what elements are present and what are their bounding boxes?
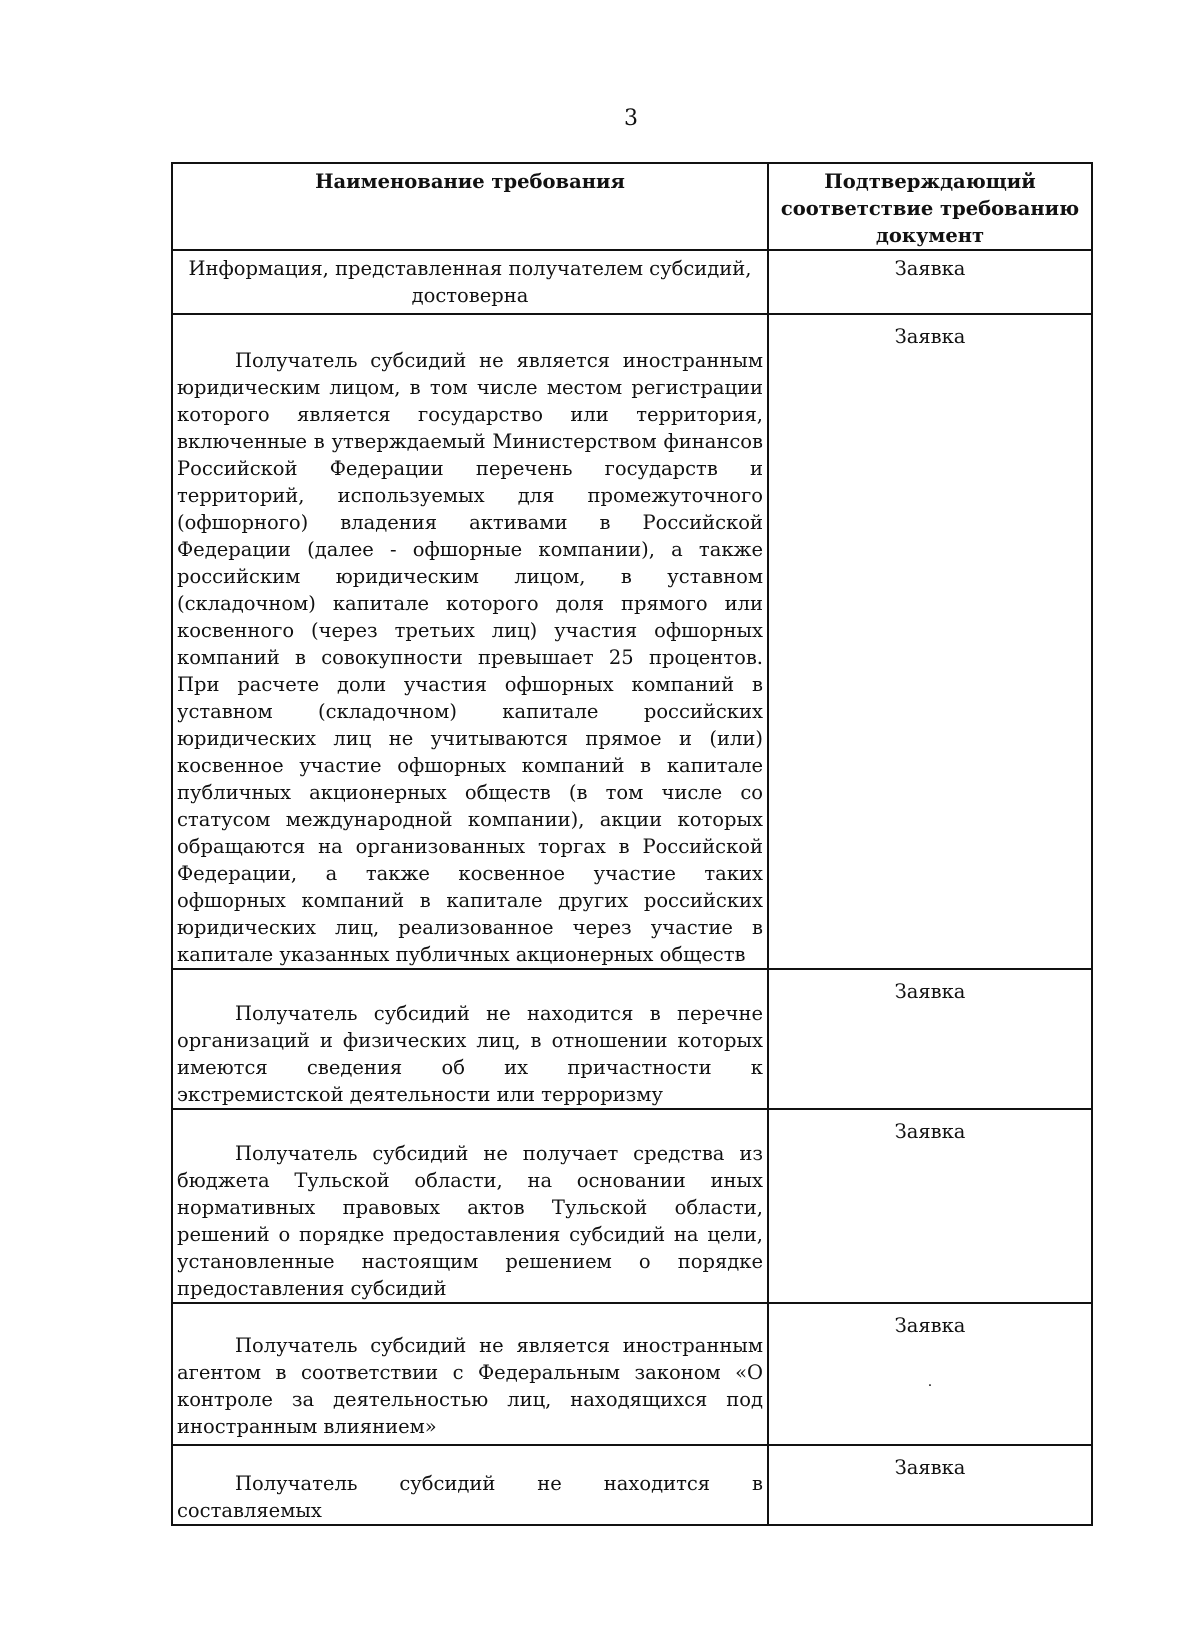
document-text: Заявка	[768, 314, 1092, 969]
requirement-text: Информация, представленная получателем субсидий, достоверна	[172, 250, 768, 314]
header-document: Подтверждающий соответствие требованию документ	[768, 163, 1092, 250]
table-row	[172, 250, 1092, 314]
stray-mark: .	[927, 1374, 933, 1390]
table-row	[172, 1303, 1092, 1445]
document-text: Заявка	[768, 1445, 1092, 1525]
page-number: 3	[624, 106, 638, 131]
requirement-text: Получатель субсидий не находится в составляемых	[172, 1445, 768, 1525]
header-requirement: Наименование требования	[172, 163, 768, 250]
document-text: Заявка	[768, 969, 1092, 1109]
requirement-text: Получатель субсидий не является иностранным юридическим лицом, в том числе местом регистрации которого является государство или территория, включенные в утверждаемый Министерством финансов Российской Федерации перечень государств и территорий, используемых для промежуточного (офшорного) владения активами в Российской Федерации (далее - офшорные компании), а также российским юридическим лицом, в уставном (складочном) капитале которого доля прямого или косвенного (через третьих лиц) участия офшорных компаний в совокупности превышает 25 процентов. При расчете доли участия офшорных компаний в уставном (складочном) капитале российских юридических лиц не учитываются прямое и (или) косвенное участие офшорных компаний в капитале публичных акционерных обществ (в том числе со статусом международной компании), акции которых обращаются на организованных торгах в Российской Федерации, а также косвенное участие таких офшорных компаний в капитале других российских юридических лиц, реализованное через участие в капитале указанных публичных акционерных обществ	[172, 314, 768, 969]
requirement-text: Получатель субсидий не является иностранным агентом в соответствии с Федеральным законом «О контроле за деятельностью лиц, находящихся под иностранным влиянием»	[172, 1303, 768, 1445]
table-row	[172, 314, 1092, 969]
table-row	[172, 1445, 1092, 1525]
document-text: Заявка	[768, 250, 1092, 314]
document-text: Заявка	[768, 1109, 1092, 1303]
table-row	[172, 969, 1092, 1109]
requirement-text: Получатель субсидий не получает средства из бюджета Тульской области, на основании иных нормативных правовых актов Тульской области, решений о порядке предоставления субсидий на цели, установленные настоящим решением о порядке предоставления субсидий	[172, 1109, 768, 1303]
requirements-table	[171, 162, 1093, 1526]
document-text: Заявка	[894, 1314, 966, 1337]
table-header-row	[172, 163, 1092, 250]
table-row	[172, 1109, 1092, 1303]
document-cell	[768, 1303, 1092, 1445]
requirement-text: Получатель субсидий не находится в перечне организаций и физических лиц, в отношении которых имеются сведения об их причастности к экстремистской деятельности или терроризму	[172, 969, 768, 1109]
